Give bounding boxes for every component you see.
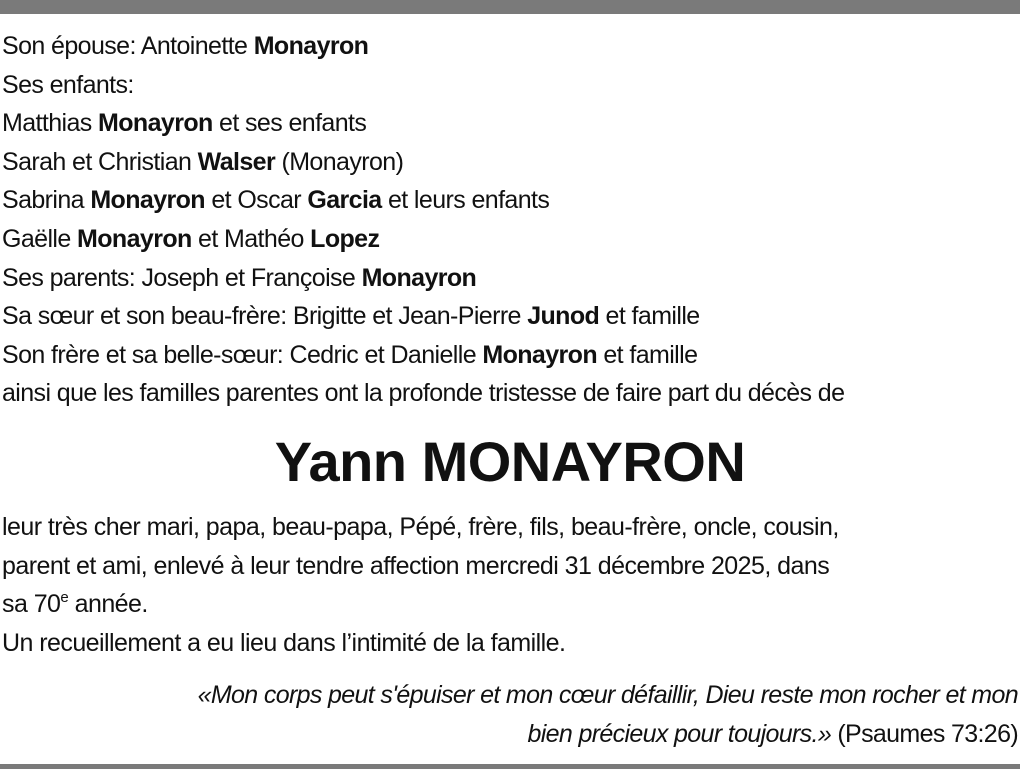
family-list (2, 27, 1020, 413)
body-line-1: leur très cher mari, papa, beau-papa, Pépé, frère, fils, beau-frère, oncle, cousin, (2, 513, 839, 541)
sister-text: Sa sœur et son beau-frère: Brigitte et Jean-Pierre (2, 302, 528, 331)
scripture-quote (18, 676, 1018, 753)
child2-suffix: (Monayron) (275, 147, 404, 176)
child3-first: Sabrina (2, 186, 91, 215)
announcement-line: ainsi que les familles parentes ont la profonde tristesse de faire part du décès de (2, 379, 845, 408)
body-line-3 (2, 585, 1020, 624)
child-line-1 (2, 104, 1020, 143)
parents-line (2, 259, 1020, 298)
body-line-4: Un recueillement a eu lieu dans l’intimité de la famille. (2, 628, 566, 657)
age-suffix: année. (68, 590, 148, 619)
spouse-line (2, 27, 1020, 66)
child1-suffix: et ses enfants (212, 109, 367, 138)
brother-line (2, 336, 1020, 375)
body-line-2: parent et ami, enlevé à leur tendre affection mercredi 31 décembre 2025, dans (2, 551, 830, 580)
child1-lastname: Monayron (98, 109, 213, 138)
child4-lastname: Monayron (77, 224, 192, 253)
child4-mid: et Mathéo (191, 224, 311, 253)
deceased-name: Yann MONAYRON (274, 430, 746, 493)
quote-text-2: bien précieux pour toujours.» (527, 719, 832, 748)
child3-lastname-2: Garcia (307, 186, 382, 215)
child-line-3 (2, 181, 1020, 220)
bottom-rule (0, 764, 1020, 769)
child3-lastname: Monayron (90, 186, 205, 215)
child3-mid: et Oscar (204, 186, 308, 215)
quote-text-1: «Mon corps peut s'épuiser et mon cœur défaillir, Dieu reste mon rocher et mon (197, 681, 1018, 709)
child2-first: Sarah et Christian (2, 147, 198, 176)
children-heading: Ses enfants: (2, 70, 134, 99)
spouse-text: Son épouse: Antoinette (2, 32, 254, 60)
age-ordinal: e (60, 589, 69, 607)
child-line-4 (2, 220, 1020, 259)
quote-line-1 (18, 676, 1018, 715)
child4-first: Gaëlle (2, 224, 78, 253)
sister-line (2, 297, 1020, 336)
child2-lastname: Walser (197, 147, 276, 176)
brother-text: Son frère et sa belle-sœur: Cedric et Danielle (2, 340, 483, 369)
child-line-2 (2, 143, 1020, 182)
sister-suffix: et famille (599, 302, 700, 331)
child1-first: Matthias (2, 109, 99, 138)
sister-lastname: Junod (527, 302, 600, 331)
quote-reference: (Psaumes 73:26) (831, 719, 1018, 748)
parents-text: Ses parents: Joseph et Françoise (2, 263, 362, 292)
obituary-body (2, 508, 1020, 662)
spouse-lastname: Monayron (253, 32, 369, 60)
top-rule (0, 0, 1020, 14)
age-prefix: sa 70 (2, 590, 61, 619)
parents-lastname: Monayron (361, 263, 477, 292)
child4-lastname-2: Lopez (310, 224, 380, 253)
brother-suffix: et famille (597, 340, 698, 369)
quote-line-2 (18, 715, 1018, 754)
child3-suffix: et leurs enfants (381, 186, 550, 215)
brother-lastname: Monayron (482, 340, 598, 369)
